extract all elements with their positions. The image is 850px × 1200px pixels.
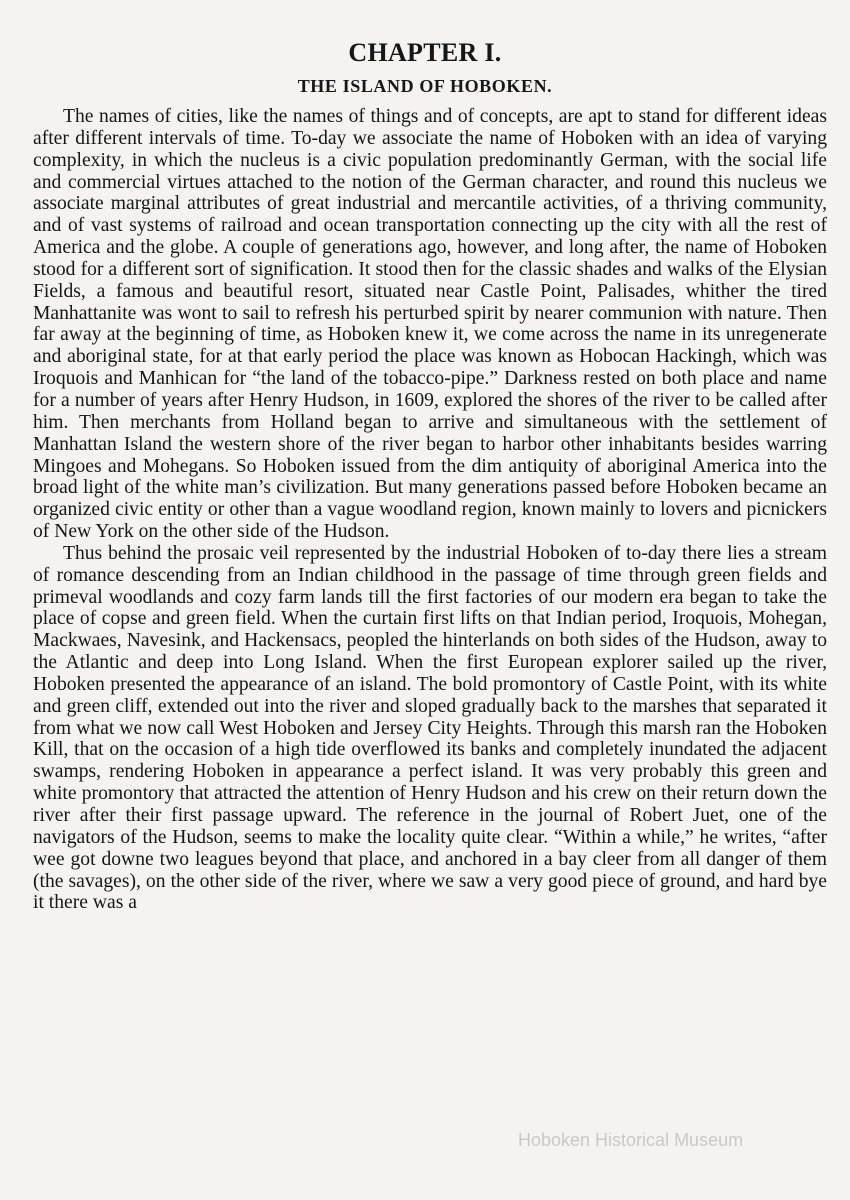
chapter-subtitle: THE ISLAND OF HOBOKEN. [297, 76, 553, 96]
paragraph: Thus behind the prosaic veil represented by the industrial Hoboken of to-day there lies a stream of romance descending from an Indian childhood in the passage of time through green fields and primeval woodlands and cozy farm lands till the first factories of our modern era began to take the place of copse and green field. When the curtain first lifts on that Indian period, Iroquois, Mohegan, Mackwaes, Navesink, and Hackensacs, peopled the hinterlands on both sides of the Hudson, away to the Atlantic and deep into Long Island. When the first European explorer sailed up the river, Hoboken presented the appearance of an island. The bold promontory of Castle Point, with its white and green cliff, extended out into the river and sloped gradually back to the marshes that separated it from what we now call West Hoboken and Jersey City Heights. Through this marsh ran the Hoboken Kill, that on the occasion of a high tide overflowed its banks and completely inundated the adjacent swamps, rendering Hoboken in appearance a perfect island. It was very probably this green and white promontory that attracted the attention of Henry Hudson and his crew on their return down the river after their first passage upward. The reference in the journal of Robert Juet, one of the navigators of the Hudson, seems to make the locality quite clear. “Within a while,” he writes, “after wee got downe two leagues beyond that place, and anchored in a bay cleer from all danger of them (the savages), on the other side of the river, where we saw a very good piece of ground, and hard bye it there was a [33, 542, 827, 914]
chapter-title: CHAPTER I. [348, 38, 502, 67]
watermark: Hoboken Historical Museum [518, 1130, 744, 1150]
body-text [33, 106, 827, 914]
paragraph: The names of cities, like the names of things and of concepts, are apt to stand for different ideas after different intervals of time. To-day we associate the name of Hoboken with an idea of varying complexity, in which the nucleus is a civic population predominantly German, with the social life and commercial virtues attached to the notion of the German character, and round this nucleus we associate marginal attributes of great industrial and mercantile activities, of a thriving community, and of vast systems of railroad and ocean transportation connecting up the city with all the rest of America and the globe. A couple of generations ago, however, and long after, the name of Hoboken stood for a different sort of signification. It stood then for the classic shades and walks of the Elysian Fields, a famous and beautiful resort, situated near Castle Point, Palisades, whither the tired Manhattanite was wont to sail to refresh his perturbed spirit by nearer communion with nature. Then far away at the beginning of time, as Hoboken knew it, we come across the name in its unregenerate and aboriginal state, for at that early period the place was known as Hobocan Hackingh, which was Iroquois and Manhican for “the land of the tobacco-pipe.” Darkness rested on both place and name for a number of years after Henry Hudson, in 1609, explored the shores of the river to be called after him. Then merchants from Holland began to arrive and simultaneous with the settlement of Manhattan Island the western shore of the river began to harbor other inhabitants besides warring Mingoes and Mohegans. So Hoboken issued from the dim antiquity of aboriginal America into the broad light of the white man’s civilization. But many generations passed before Hoboken became an organized civic entity or other than a vague woodland region, known mainly to lovers and picnickers of New York on the other side of the Hudson. [33, 106, 827, 543]
